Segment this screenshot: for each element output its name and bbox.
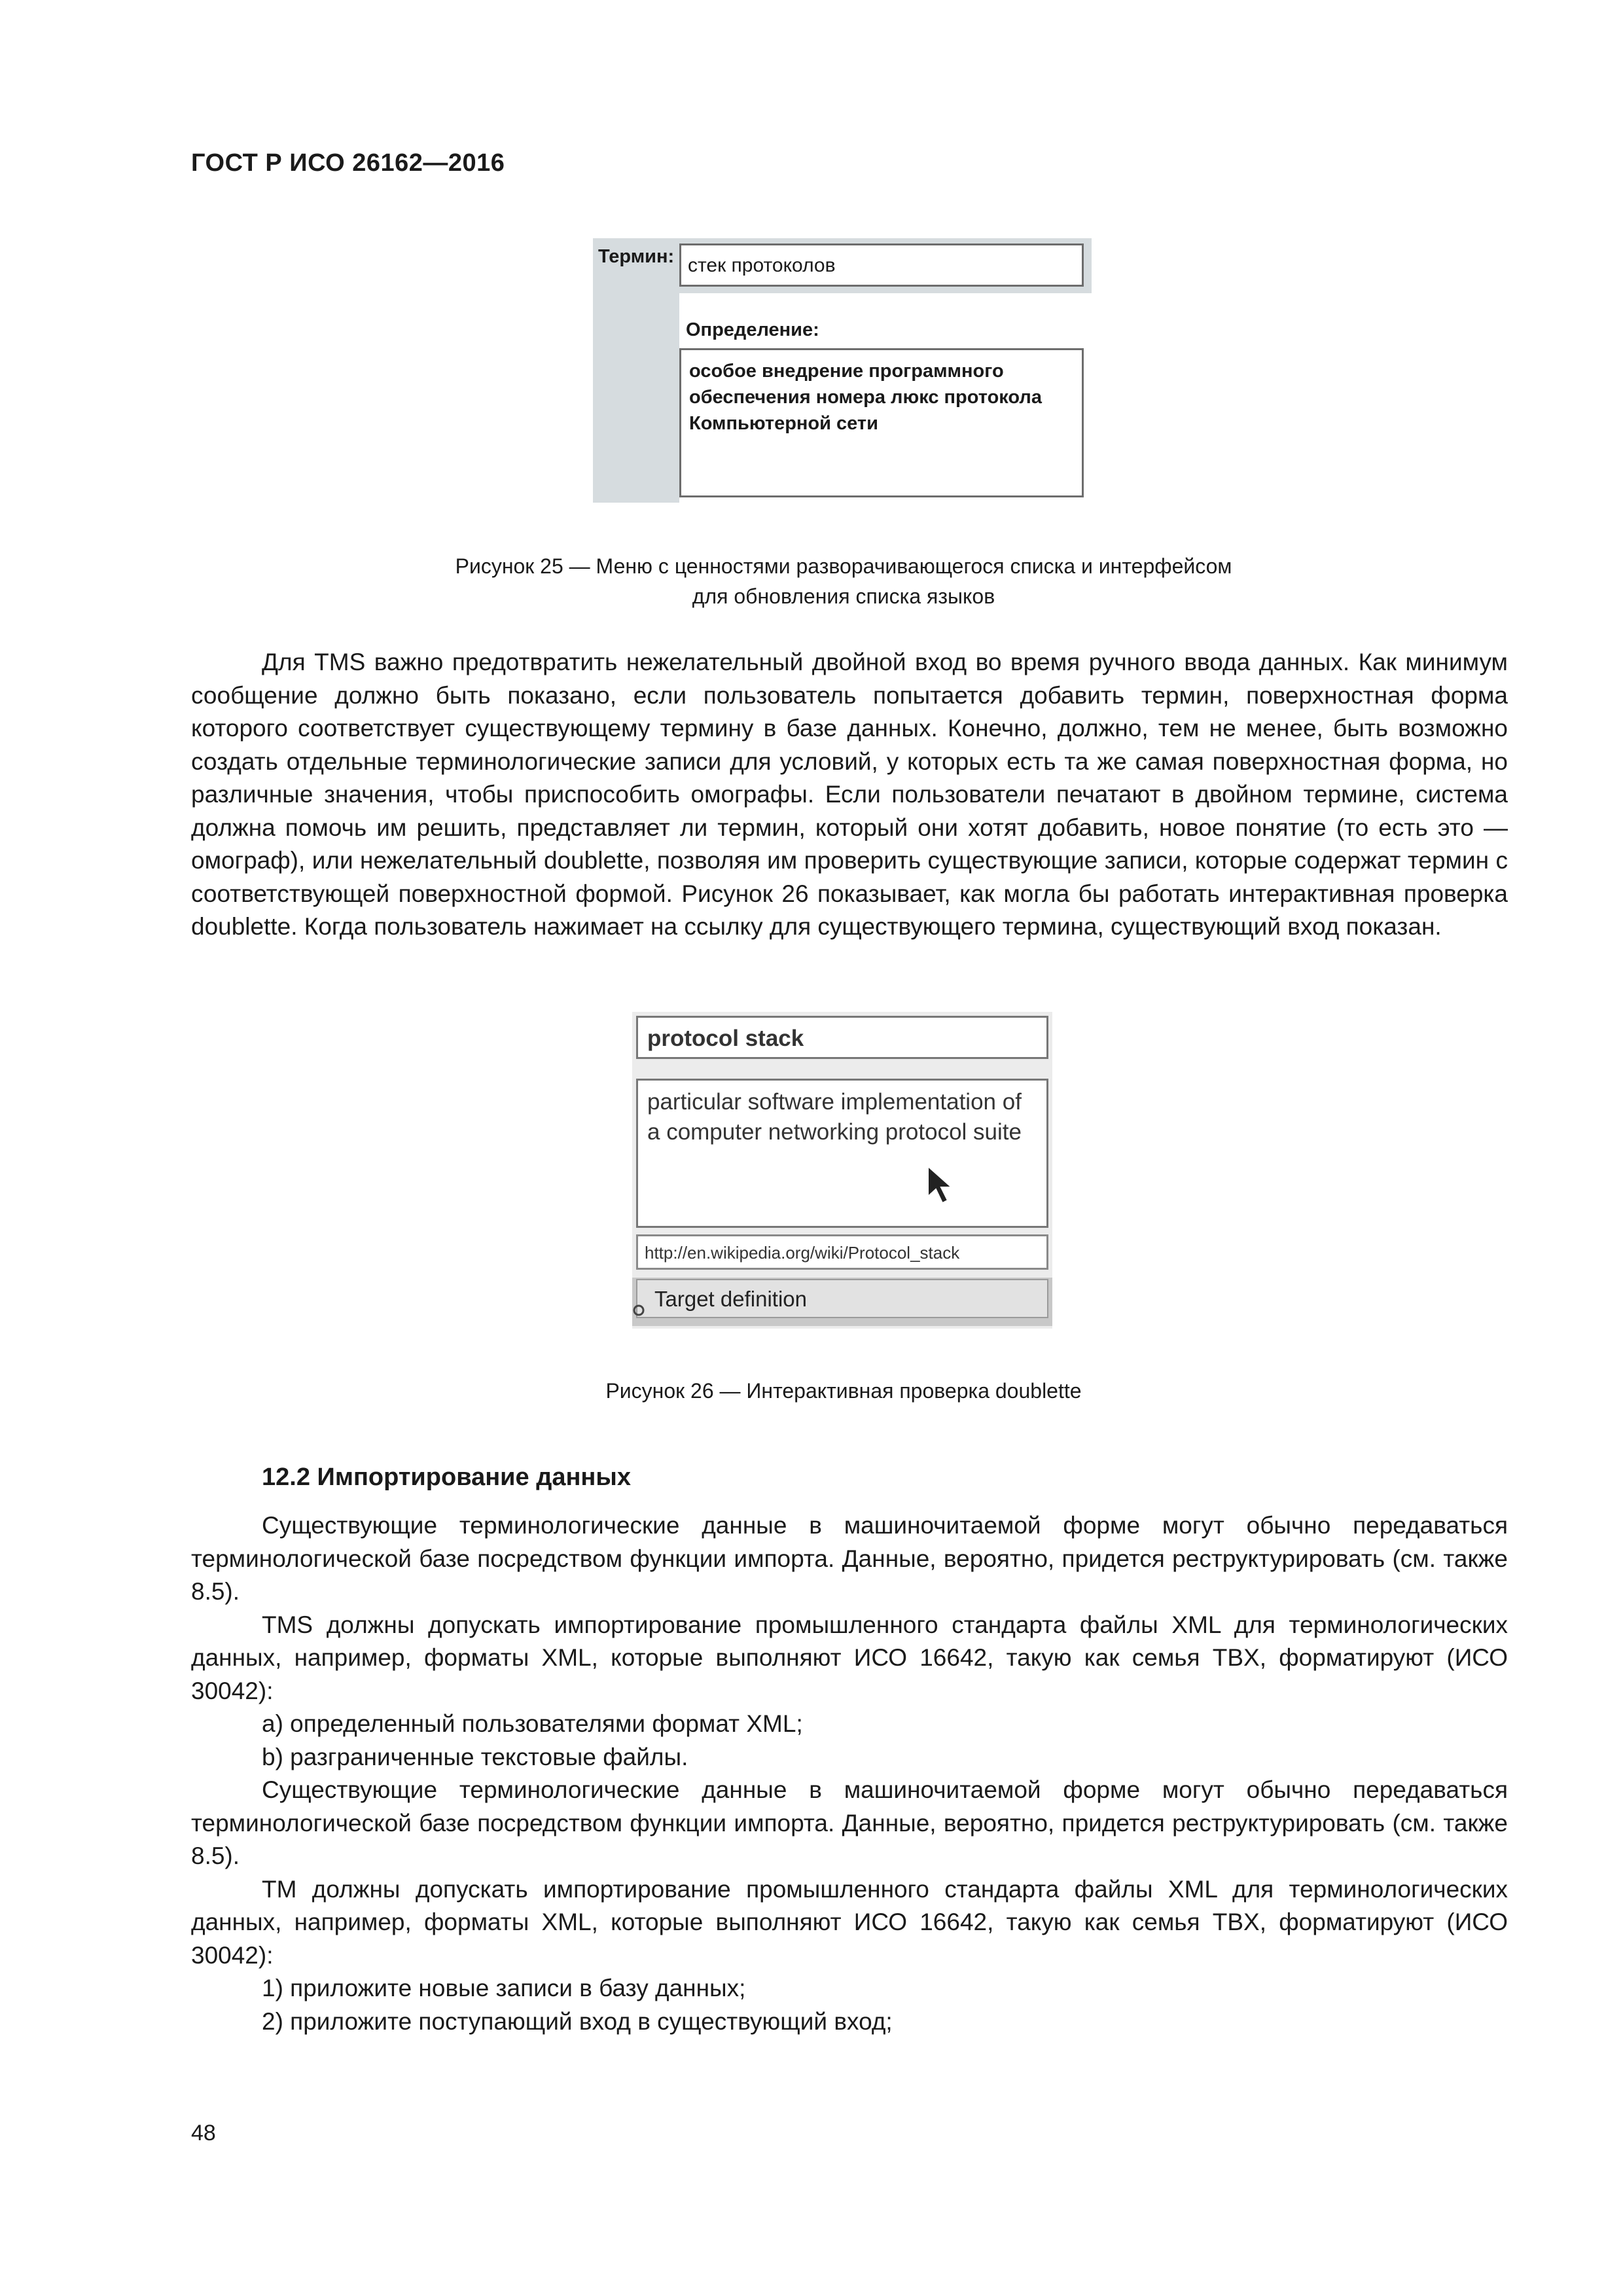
definition-label: Определение: <box>686 319 819 340</box>
page-number: 48 <box>191 2121 216 2145</box>
figure-25-caption <box>191 551 1496 611</box>
list-item-a: a) определенный пользователями формат XML; <box>262 1710 803 1737</box>
figure-26-caption: Рисунок 26 — Интерактивная проверка doublette <box>605 1379 1082 1403</box>
section-paragraph-4: TM должны допускать импортирование промышленного стандарта файлы XML для терминологических данных, например, форматы XML, которые выполняют ИСО 16642, такую как семья TBX, форматируют (ИСО 30042): <box>191 1875 1508 1969</box>
figure-26-doublette-check <box>632 1012 1052 1329</box>
section-paragraph-1: Существующие терминологические данные в машиночитаемой форме могут обычно передаваться терминологической базе посредством функции импорта. Данные, вероятно, придется реструктурировать (см. также 8.5). <box>191 1512 1508 1605</box>
section-paragraph-3: Существующие терминологические данные в машиночитаемой форме могут обычно передаваться терминологической базе посредством функции импорта. Данные, вероятно, придется реструктурировать (см. также 8.5). <box>191 1776 1508 1869</box>
source-url-field[interactable]: http://en.wikipedia.org/wiki/Protocol_stack <box>636 1234 1048 1270</box>
term-field[interactable]: protocol stack <box>636 1016 1048 1059</box>
document-title: ГОСТ Р ИСО 26162—2016 <box>191 149 505 177</box>
section-paragraph-2: TMS должны допускать импортирование промышленного стандарта файлы XML для терминологических данных, например, форматы XML, которые выполняют ИСО 16642, такую как семья TBX, форматируют (ИСО 30042): <box>191 1611 1508 1704</box>
mouse-pointer-icon <box>925 1165 961 1206</box>
definition-textarea[interactable]: особое внедрение программного обеспечения номера люкс протокола Компьютерной сети <box>679 348 1084 497</box>
figure-25-caption-line1: Рисунок 25 — Меню с ценностями разворачивающегося списка и интерфейсом <box>455 554 1232 578</box>
body-paragraph-doublette <box>191 646 1508 944</box>
term-label: Термин: <box>598 246 675 267</box>
definition-field[interactable]: particular software implementation of a computer networking protocol suite <box>636 1079 1048 1228</box>
list-item-1: 1) приложите новые записи в базу данных; <box>262 1975 746 2001</box>
anchor-marker-icon <box>632 1304 645 1317</box>
target-definition-button[interactable]: Target definition <box>636 1279 1048 1318</box>
list-item-2: 2) приложите поступающий вход в существующий вход; <box>262 2007 893 2035</box>
section-body <box>191 1509 1508 2038</box>
section-heading: 12.2 Импортирование данных <box>262 1463 631 1491</box>
figure-25-caption-line2: для обновления списка языков <box>692 584 995 608</box>
figure-25-term-form <box>593 238 1092 503</box>
paragraph-text: Для TMS важно предотвратить нежелательный двойной вход во время ручного ввода данных. Как минимум сообщение должно быть показано, если пользователь попытается добавить термин, поверхностная форма которого соответствует существующему термину в базе данных. Конечно, должно, тем не менее, быть возможно создать отдельные терминологические записи для условий, у которых есть та же самая поверхностная форма, но различные значения, чтобы приспособить омографы. Если пользователи печатают в двойном термине, система должна помочь им решить, представляет ли термин, который они хотят добавить, новое понятие (то есть это — омограф), или нежелательный doublette, позволяя им проверить существующие записи, которые содержат термин с соответствующей поверхностной формой. Рисунок 26 показывает, как могла бы работать интерактивная проверка doublette. Когда пользователь нажимает на ссылку для существующего термина, существующий вход показан. <box>191 649 1508 940</box>
term-input[interactable]: стек протоколов <box>679 243 1084 287</box>
list-item-b: b) разграниченные текстовые файлы. <box>262 1743 688 1770</box>
